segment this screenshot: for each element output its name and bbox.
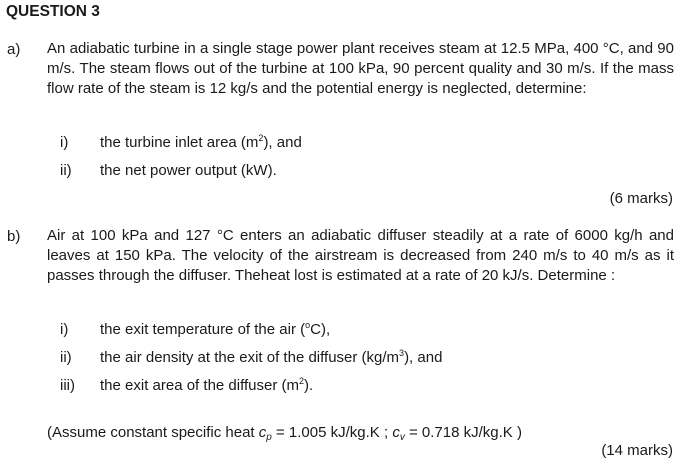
part-b-marks: (14 marks) <box>601 442 673 459</box>
part-b-item-1-number: i) <box>60 321 69 338</box>
part-b-text: Air at 100 kPa and 127 °C enters an adiabatic diffuser steadily at a rate of 6000 kg/h and leaves at 150 kPa. The velocity of the airstream is decreased from 240 m/s to 40 m/s as it passes through the diffuser. Theheat lost is estimated at a rate of 20 kJ/s. Determine : <box>47 227 674 284</box>
part-a-marks: (6 marks) <box>609 190 673 207</box>
part-b-item-3-text: the exit area of the diffuser $(m^2)$. <box>100 376 314 394</box>
part-b-item-2-text: the air density at the exit of the diffuser $(kg/m^3)$, and <box>100 348 443 366</box>
part-a-item-1-number: i) <box>60 134 69 151</box>
part-a-item-1-text: the turbine inlet area $(m^2)$, and <box>100 133 302 151</box>
assumption-note: (Assume constant specific heat $c_p = 1.005$ kJ/kg.K ; $c_v = 0.718$ kJ/kg.K ) <box>47 424 522 443</box>
part-b-item-3-number: iii) <box>60 377 75 394</box>
question-title: QUESTION 3 <box>6 3 100 20</box>
part-a-item-2-number: ii) <box>60 162 72 179</box>
part-a-item-2-text: the net power output (kW). <box>100 162 277 179</box>
part-b-item-1-text: the exit temperature of the air ($^o$C), <box>100 320 331 338</box>
part-b-label: b) <box>7 228 21 245</box>
part-a-label: a) <box>7 41 21 58</box>
part-b-item-2-number: ii) <box>60 349 72 366</box>
part-a-text: An adiabatic turbine in a single stage power plant receives steam at 12.5 MPa, 400 °C, and 90 m/s. The steam flows out of the turbine at 100 kPa, 90 percent quality and 30 m/s. If the mass flow rate of the steam is 12 kg/s and the potential energy is neglected, determine: <box>47 40 674 97</box>
